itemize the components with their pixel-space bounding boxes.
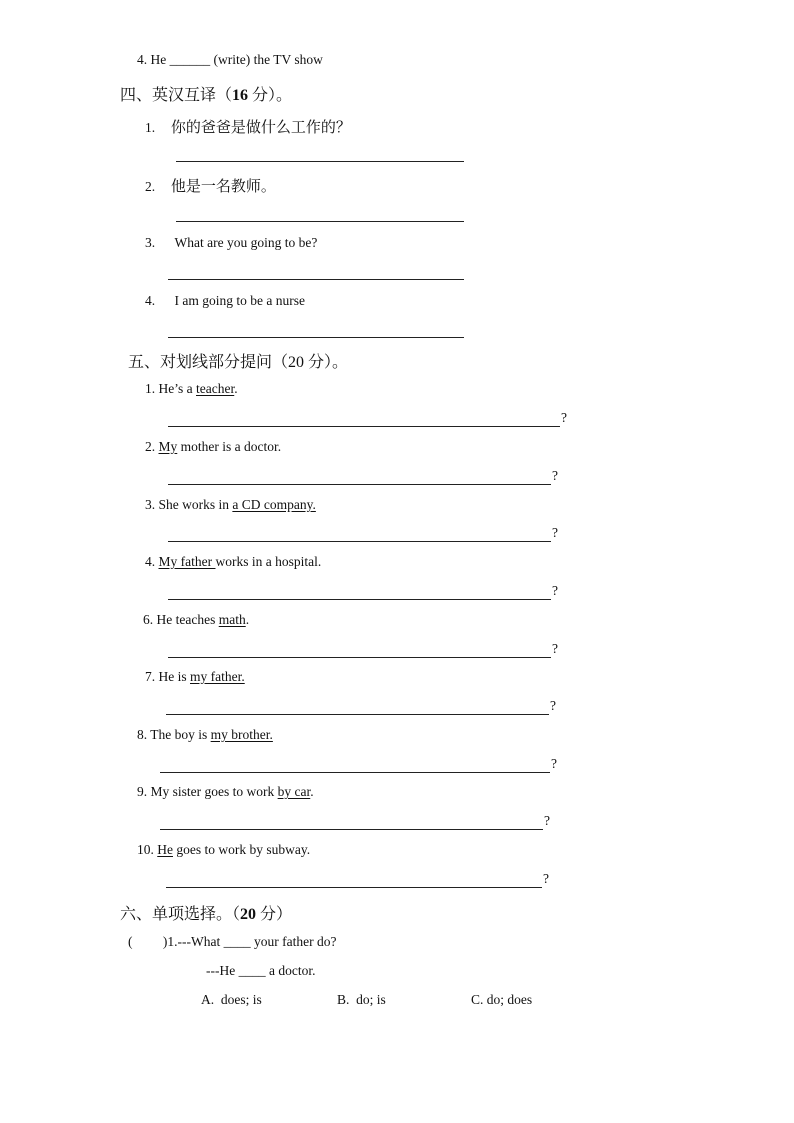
question-item-4: 4. My father works in a hospital. <box>145 554 322 569</box>
answer-line[interactable] <box>166 714 549 715</box>
option-a[interactable]: A. does; is <box>201 992 262 1007</box>
question-mark: ? <box>543 871 549 886</box>
option-c[interactable]: C. do; does <box>471 992 533 1007</box>
section-5-title: 五、对划线部分提问（20 分）。 <box>128 354 349 371</box>
question-mark: ? <box>552 468 558 483</box>
section-6-title: 六、单项选择。（20 分） <box>120 906 293 923</box>
question-mark: ? <box>561 410 567 425</box>
answer-blank[interactable]: ______ <box>169 52 211 67</box>
question-mark: ? <box>552 525 558 540</box>
question-item-1: 1. He’s a teacher. <box>145 381 238 396</box>
answer-parenthesis[interactable]: ( )1. <box>128 934 178 949</box>
answer-line[interactable] <box>168 426 560 427</box>
section-4-score: 16 <box>232 87 249 104</box>
answer-line[interactable] <box>168 541 551 542</box>
question-mark: ? <box>552 583 558 598</box>
underlined-part: teacher <box>196 381 235 396</box>
answer-line[interactable] <box>168 337 464 338</box>
mc-question-response: ---He ____ a doctor. <box>206 963 316 978</box>
item-rest: the TV show <box>253 52 323 67</box>
underlined-part: my father. <box>190 669 245 684</box>
question-mark: ? <box>552 641 558 656</box>
answer-line[interactable] <box>168 657 551 658</box>
question-item-8: 8. The boy is my brother. <box>137 727 273 742</box>
question-mark: ? <box>544 813 550 828</box>
translate-item-1: 1. 你的爸爸是做什么工作的？ <box>145 120 351 136</box>
answer-line[interactable] <box>168 279 464 280</box>
mc-question-stem: ---What ____ your father do? <box>177 934 337 949</box>
question-mark: ? <box>550 698 556 713</box>
answer-line[interactable] <box>160 772 550 773</box>
translate-item-4: 4. I am going to be a nurse <box>145 293 305 308</box>
translate-item-2: 2. 他是一名教师。 <box>145 179 276 195</box>
question-item-6: 6. He teaches math. <box>143 612 250 627</box>
exercise-item-top <box>137 52 323 68</box>
question-mark: ? <box>551 756 557 771</box>
item-subject: He <box>150 52 167 67</box>
question-item-2: 2. My mother is a doctor. <box>145 439 282 454</box>
underlined-part: He <box>157 842 173 857</box>
underlined-part: My father <box>158 554 216 569</box>
answer-line[interactable] <box>176 221 464 222</box>
option-b[interactable]: B. do; is <box>337 992 386 1007</box>
section-4-title: 四、英汉互译（16 分）。 <box>120 87 293 104</box>
answer-line[interactable] <box>168 599 551 600</box>
section-6-score: 20 <box>240 906 257 923</box>
answer-line[interactable] <box>168 484 551 485</box>
underlined-part: My <box>158 439 178 454</box>
underlined-part: by car <box>277 784 311 799</box>
translate-item-3: 3. What are you going to be? <box>145 235 318 250</box>
answer-line[interactable] <box>160 829 543 830</box>
underlined-part: my brother. <box>210 727 273 742</box>
underlined-part: a CD company. <box>232 497 316 512</box>
underlined-part: math <box>218 612 246 627</box>
verb-hint: (write) <box>213 52 251 67</box>
item-number: 4. <box>137 52 148 67</box>
question-item-3: 3. She works in a CD company. <box>145 497 316 512</box>
answer-line[interactable] <box>176 161 464 162</box>
question-item-10: 10. He goes to work by subway. <box>137 842 311 857</box>
question-item-9: 9. My sister goes to work by car. <box>137 784 314 799</box>
question-item-7: 7. He is my father. <box>145 669 245 684</box>
mc-question-1 <box>128 934 336 950</box>
answer-line[interactable] <box>166 887 542 888</box>
